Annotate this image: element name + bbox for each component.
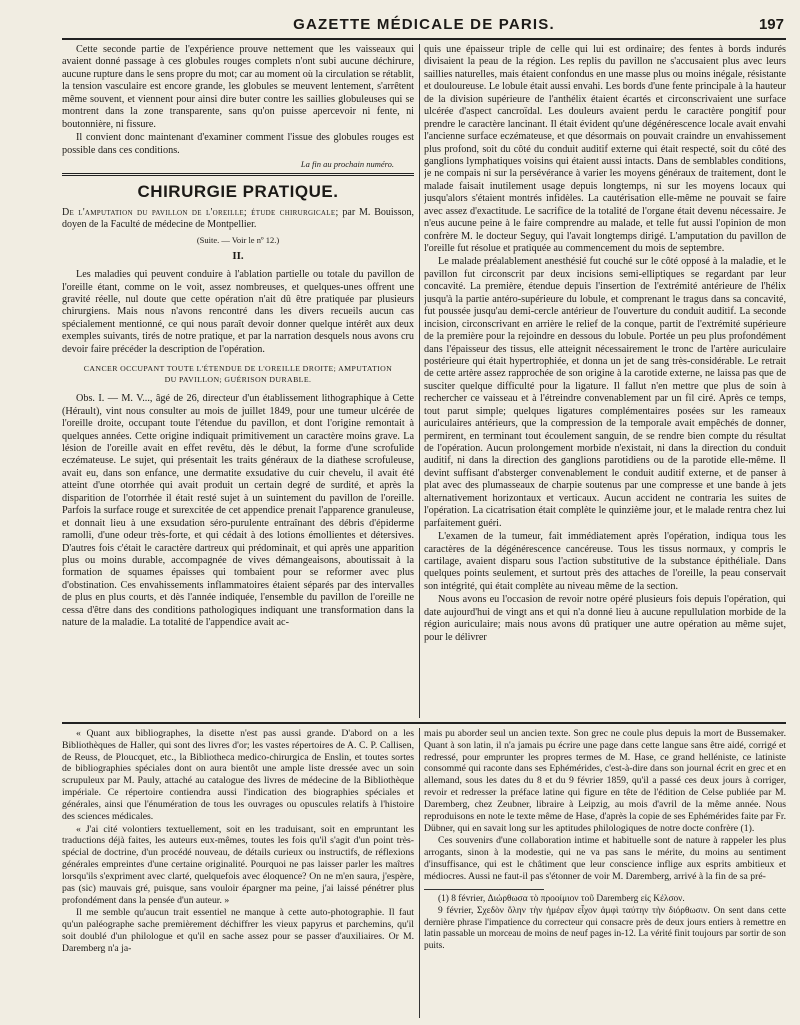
right-column-lower — [424, 728, 786, 1018]
footnote: (1) 8 février, Διώρθωσα τὸ προοίμιον τοῦ Daremberg εἰς Κέλσον. — [438, 893, 685, 904]
column-divider — [419, 728, 420, 1018]
paragraph: Ces souvenirs d'une collaboration intime et habituelle sont de nature à rappeler les plus arrogants, sinon à la modestie, qui ne va pas sans le mérite, du moins au sentiment d'insuffisance, qui est le châtiment que leur conscience inflige aux esprits ambitieux et médiocres. Aussi ne faut-il pas s'étonner de voir M. Daremberg, arrivé à la fin de sa pré- — [424, 835, 786, 882]
article-heading — [62, 207, 414, 231]
observation-paragraph: Obs. I. — M. V..., âgé de 26, directeur d'un établissement lithographique à Cette (Hérault), vint nous consulter au mois de juillet 1849, pour une tumeur ulcérée de l'oreille droite, occupant toute l'étendue du pavillon, et dont l'origine remontait à quelques années. Cette origine indiquait primitivement un caractère moins grave. La lésion de l'oreille avait en effet revêtu, dès le début, la forme d'une scrofulide eczémateuse. Le sujet, qui présentait les traits généraux de la diathese scrofuleuse, avait eu, dans son enfance, une dermatite exsudative du cuir chevelu, il avait été atteint d'une otorrhée qui avait produit un certain degré de surdité, et après la disparition de l'otorrhée il était resté sujet à un suintement du pavillon de l'oreille. Parfois la surface rouge et surexcitée de cet appendice prenait l'apparence granuleuse, et donnait lieu à une exsudation séro-purulente entraînant des débris d'épiderme ramolli, d'une odeur très-forte, et qui cédait à des lotions émollientes et détersives. D'autres fois c'était le caractère dartreux qui prédominait, et qui après une apparition plus ou moins durable, accompagnée de vives démangeaisons, aboutissait à la formation de squames épaisses qui tombaient pour se reformer avec plus d'obstination. Ces envahissements inflammatoires étaient séparés par des intervalles de plus en plus courts, et dès l'année indiquée, l'ensemble du pavillon de l'oreille ne cessa d'être dans des conditions pathologiques indiquant une transformation dans la nature de la maladie. La totalité de l'appendice avait ac- — [62, 393, 414, 629]
page-header — [62, 6, 786, 40]
footnote: 9 février, Σχεδὸν ὅλην τὴν ἡμέραν εἶχον ἀμφὶ ταύτην τὴν διόρθωσιν. On sent dans cette dernière phrase l'impatience du correcteur qui consacre près de deux jours entiers à remettre en latin passable un morceau de moins de neuf pages in-12. La vérité finit toujours par sortir de son puits. — [424, 906, 786, 951]
paragraph: L'examen de la tumeur, fait immédiatement après l'opération, indiqua tous les caractères de la dégénérescence cancéreuse. Tous les tissus normaux, y compris le cartilage, avaient disparu sous l'action substitutive de la substance épithéliale. Dans quelques points seulement, et surtout près des attaches de l'oreille, la peau conservait son intégrité, qui était complète au niveau même de la section. — [424, 531, 786, 592]
paragraph: Les maladies qui peuvent conduire à l'ablation partielle ou totale du pavillon de l'oreille étant, comme on le voit, assez nombreuses, et quelques-unes offrent une gravité réelle, nul doute que cette opération n'ait dû être pratiquée par plusieurs chirurgiens. Mais nous n'avons rencontré dans les divers recueils aucun cas spécialement mentionné, ce qui nous paraît devoir donner quelque intérêt aux deux exemples suivants, tirés de notre pratique, et par la narration desquels nous avons cru devoir faire précéder la description de l'opération. — [62, 269, 414, 355]
right-column-upper — [424, 44, 786, 720]
left-column-upper — [62, 44, 414, 720]
to-be-continued-note: La fin au prochain numéro. — [300, 158, 394, 169]
paragraph: mais pu aborder seul un ancien texte. Son grec ne coule plus depuis la mort de Bussemaker. Quant à son latin, il n'a jamais pu écrire une page dans cette langue sans être aidé, corrigé et redressé, pour emprunter les propres termes de M. Hase, ce grand helléniste, ce latiniste consommé qui raconte dans ses Ephémérides, c'est-à-dire dans son journal écrit en grec et en allemand, sous les dates du 8 et du 9 février 1859, qu'il a passé ces deux jours à corriger, revoir et redresser la préface latine qui figure en tête de l'édition de Celse publiée par M. Daremberg, chez Zeubner, libraire à Leipzig, au mois d'avril de la même année. Nous reproduisons en note le texte même de Hase, d'après la copie de ses Ephémérides faite par Fr. Dübner, qui en savait long sur les aptitudes philologiques de notre docte confrère (1). — [424, 728, 786, 834]
chapter-number: II. — [232, 249, 244, 262]
section-separator — [62, 173, 414, 176]
paragraph: Il me semble qu'aucun trait essentiel ne manque à cette auto-photographie. Il faut qu'un paléographe sache premièrement déchiffrer les vieux papyrus et parchemins, qu'il soit doublé d'un philologue et qu'il en sache assez pour se passer d'auxiliaires. Or M. Daremberg n'a ja- — [62, 907, 414, 954]
paragraph: quis une épaisseur triple de celle qui lui est ordinaire; des fentes à bords indurés divisaient la peau de la région. Les replis du pavillon ne s'accusaient plus avec leurs saillies naturelles, mais étaient confondus en une masse plus ou moins inégale, résistante et douloureuse. Le lobule était aussi envahi. Les bords d'une fente principale à la hauteur de la division supérieure de l'anthélix étaient écartés et circonscrivaient une surface ulcérée d'aspect cancroïdal. Les douleurs avaient perdu le caractère pongitif pour prendre le caractère lancinant. Il était évident qu'une dégénérescence locale avait envahi l'ancienne surface eczémateuse, et que désormais on pouvait craindre un envahissement plus profond, soit du côté du conduit auditif externe qui était respecté, soit du côté des ganglions lymphatiques voisins qui étaient aussi intacts. Dans de semblables conditions, je ne compais ni sur la persévérance à varier les moyens généraux de traitement, dont le malade faisait inutilement usage depuis longtemps, ni sur les moyens locaux qui jusqu'alors s'étaient montrés infidèles. La cautérisation elle-même ne pouvait se faire avec assez d'exactitude. Le sacrifice de la totalité de l'organe était devenu nécessaire. Je n'eus aucune peine à le faire comprendre au malade, et telle fut aussi l'opinion de mon confrère M. le docteur Seguy, qui l'avait longtemps dirigé. L'amputation du pavillon de l'oreille fut résolue et pratiquée au commencement du mois de septembre. — [424, 44, 786, 254]
left-column-lower — [62, 728, 414, 1018]
journal-title: GAZETTE MÉDICALE DE PARIS. — [293, 16, 555, 33]
column-divider — [419, 44, 420, 718]
paragraph: Il convient donc maintenant d'examiner comment l'issue des globules rouges est possible dans ces conditions. — [62, 132, 414, 156]
footnote-rule — [424, 889, 544, 890]
page-number: 197 — [758, 16, 784, 33]
case-title-line: DU PAVILLON; GUÉRISON DURABLE. — [164, 374, 312, 384]
paragraph: « J'ai cité volontiers textuellement, soit en les traduisant, soit en empruntant les traductions déjà faites, les auteurs eux-mêmes, toutes les fois qu'il s'agit d'un point très-spécial de doctrine, d'un procédé nouveau, de détails curieux ou instructifs, de réflexions générales empreintes d'une certaine originalité. Pourquoi ne pas laisser parler les maîtres lorsqu'ils s'expriment avec clarté, quelquefois avec éloquence? On ne m'en saura, j'espère, pas (sic) mauvais gré, puisque, sans vouloir épargner ma peine, j'ai laissé pénétrer plus profondément dans la pensée d'un auteur. » — [62, 823, 414, 906]
section-title: CHIRURGIE PRATIQUE. — [137, 182, 339, 202]
case-title-line: CANCER OCCUPANT TOUTE L'ÉTENDUE DE L'OREILLE DROITE; AMPUTATION — [83, 364, 393, 374]
article-title: De l'amputation du pavillon de l'oreille; étude chirurgicale; — [62, 207, 339, 219]
paragraph: Cette seconde partie de l'expérience prouve nettement que les vaisseaux qui avaient donné passage à ces globules rouges complets n'ont subi aucune déchirure, aucune rupture dans le sens propre du mot; car au moment où la circulation se rétablit, la tension vasculaire est encore grande, les globules se meuvent lentement, s'arrêtent même souvent, et viennent pour ainsi dire buter contre les saillies globuleuses qui se montrent dans la zone transparente, sans qu'on puisse apercevoir ni fente, ni boutonnière, ni fissure. — [62, 44, 414, 130]
case-title — [62, 364, 414, 385]
feuilleton-separator — [62, 722, 786, 724]
article-author: par M. Bouisson, doyen de la Faculté de médecine de Montpellier. — [62, 207, 414, 231]
paragraph: Nous avons eu l'occasion de revoir notre opéré plusieurs fois depuis l'opération, qui date aujourd'hui de vingt ans et qui n'a donné lieu à aucune repullulation morbide de la région auriculaire; mais nous avons dû pratiquer une autre opération au même sujet, pour le délivrer — [424, 594, 786, 643]
paragraph: « Quant aux bibliographes, la disette n'est pas aussi grande. D'abord on a les Bibliothèques de Haller, qui sont des livres d'or; les vastes répertoires de A. C. P. Callisen, de Reuss, de Ploucquet, etc., la Bibliotheca medico-chirurgica de Enslin, et toutes sortes de bibliographies spéciales dont on aura bientôt une ample liste dressée avec un soin scrupuleux par M. Pauly, attaché au catalogue des livres de médecine de la Bibliothèque impériale. Ce répertoire contiendra aussi l'indication des biographies spéciales et générales, ainsi que l'énumération de tous les ouvrages ou opuscules relatifs à l'histoire des sciences médicales. — [62, 728, 414, 822]
suite-note: (Suite. — Voir le nº 12.) — [196, 235, 280, 246]
paragraph: Le malade préalablement anesthésié fut couché sur le côté opposé à la maladie, et le pavillon fut circonscrit par deux incisions semi-elliptiques se regardant par leur concavité. La première, étendue depuis l'insertion de l'extrémité antérieure de l'hélix jusqu'à la partie antéro-supérieure du lobule, et comprenant le tragus dans sa concavité, fut poussée jusqu'au demi-cercle antérieur de l'ouverture du conduit auditif. La seconde incision, circonscrivant en arrière le relief de la conque, partit de l'extrémité supérieure de la première pour la rejoindre en dessous du lobule. Portée un peu plus profondément dans l'épaisseur des tissus, elle atteignit nécessairement le tronc de l'artère auriculaire postérieure qui était hypertrophiée, et donna un jet de sang très-considérable. Le retrait de cette artère assez rapprochée de son origine à la carotide externe, ne laissa pas que de susciter quelque difficulté pour la ligature. Il fallut n'en mettre que plus de soin à rechercher ce vaisseau et à l'étreindre convenablement par un fil ciré. Après ce temps, tout parut simple; quelques ligatures complémentaires posées sur les rameaux auriculaires antérieurs, que la compression de la temporale avait empêchés de donner, permirent, en terminant tout écoulement sanguin, de se rendre bien compte du résultat de l'opération. Aucun prolongement morbide n'existait, ni dans la direction du conduit auditif, ni dans la direction des ganglions parotidiens ou de la parotide elle-même. Il devint suffisant d'absterger convenablement le conduit auditif externe, et de panser à plat avec des plumasseaux de charpie soutenus par une compresse et une bande à jets alternativement horizontaux et verticaux. Aucun accident ne contraria les suites de l'opération. La cicatrisation était complète le quinzième jour, et le malade rentra chez lui parfaitement guéri. — [424, 256, 786, 529]
